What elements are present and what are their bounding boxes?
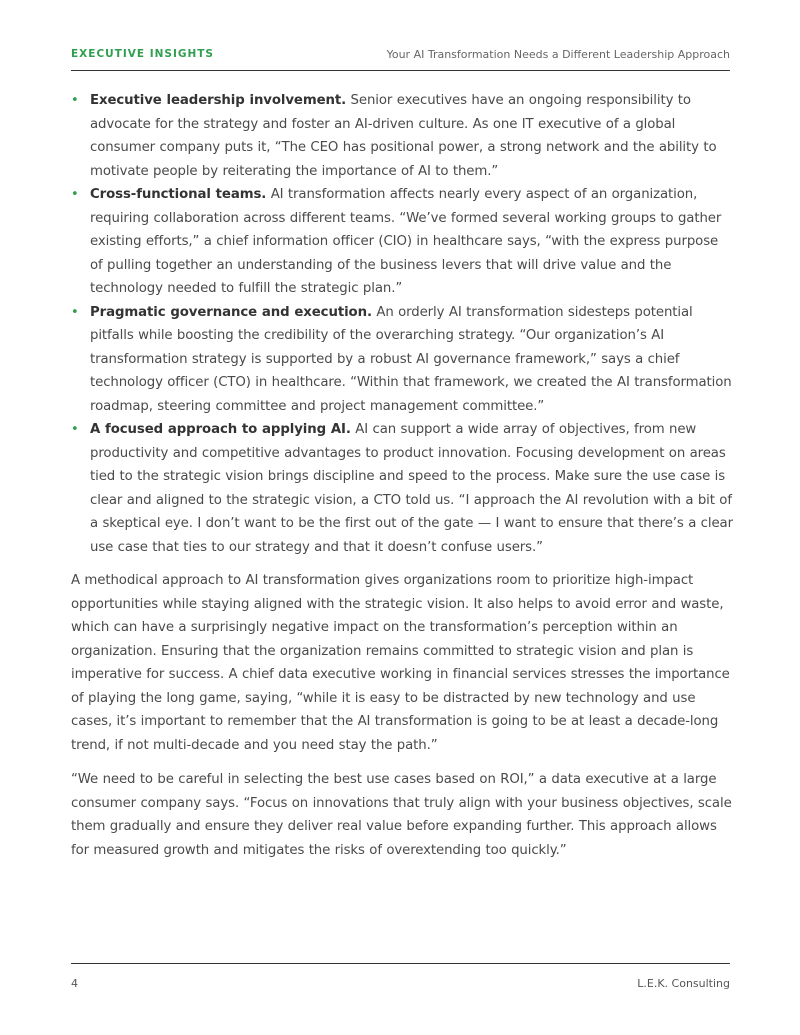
page-header (71, 46, 730, 71)
bullet-lead: Executive leadership involvement. (90, 93, 347, 108)
bullet-icon: • (71, 187, 79, 202)
bullet-item (71, 89, 733, 183)
bullet-text: Senior executives have an ongoing responsibility to advocate for the strategy and foster an AI-driven culture. As one IT executive of a global consumer company puts it, “The CEO has positional power, a strong network and the ability to motivate people by reiterating the importance of AI to them.” (90, 93, 717, 179)
bullet-item (71, 418, 733, 559)
bullet-item (71, 183, 733, 301)
bullet-text: An orderly AI transformation sidesteps potential pitfalls while boosting the credibility of the overarching strategy. “Our organization’s AI transformation strategy is supported by a robust AI governance framework,” says a chief technology officer (CTO) in healthcare. “Within that framework, we created the AI transformation roadmap, steering committee and project management committee.” (90, 304, 732, 414)
bullet-item (71, 301, 733, 419)
bullet-lead: Cross-functional teams. (90, 187, 267, 202)
bullet-lead: Pragmatic governance and execution. (90, 304, 372, 320)
page-number: 4 (71, 977, 78, 990)
main-content (71, 89, 733, 862)
bullet-text: AI can support a wide array of objectives, from new productivity and competitive advantages to product innovation. Focusing development on areas tied to the strategic vision brings discipline and speed to the process. Make sure the use case is clear and aligned to the strategic vision, a CTO told us. “I approach the AI revolution with a bit of a skeptical eye. I don’t want to be the first out of the gate — I want to ensure that there’s a clear use case that ties to our strategy and that it doesn’t confuse users.” (90, 422, 733, 555)
bullet-lead: A focused approach to applying AI. (90, 422, 351, 437)
bullet-icon: • (71, 422, 79, 437)
bullet-icon: • (71, 304, 79, 320)
body-paragraph: A methodical approach to AI transformation gives organizations room to prioritize high-impact opportunities while staying aligned with the strategic vision. It also helps to avoid error and waste, which can have a surprisingly negative impact on the transformation’s perception within an organization. Ensuring that the organization remains committed to strategic vision and plan is imperative for success. A chief data executive working in financial services stresses the importance of playing the long game, saying, “while it is easy to be distracted by new technology and use cases, it’s important to remember that the AI transformation is going to be at least a decade-long trend, if not multi-decade and you need stay the path.” (71, 573, 730, 753)
body-paragraph: “We need to be careful in selecting the best use cases based on ROI,” a data executive at a large consumer company says. “Focus on innovations that truly align with your business objectives, scale them gradually and ensure they deliver real value before expanding further. This approach allows for measured growth and mitigates the risks of overextending too quickly.” (71, 772, 732, 858)
document-title: Your AI Transformation Needs a Different Leadership Approach (386, 48, 730, 61)
page-footer (71, 963, 730, 990)
section-label: EXECUTIVE INSIGHTS (71, 48, 214, 60)
bullet-icon: • (71, 93, 79, 108)
bullet-text: AI transformation affects nearly every aspect of an organization, requiring collaboration across different teams. “We’ve formed several working groups to gather existing efforts,” a chief information officer (CIO) in healthcare says, “with the express purpose of pulling together an understanding of the business levers that will drive value and the technology needed to fulfill the strategic plan.” (90, 187, 722, 296)
company-name: L.E.K. Consulting (637, 977, 730, 990)
bullet-list (71, 89, 733, 559)
